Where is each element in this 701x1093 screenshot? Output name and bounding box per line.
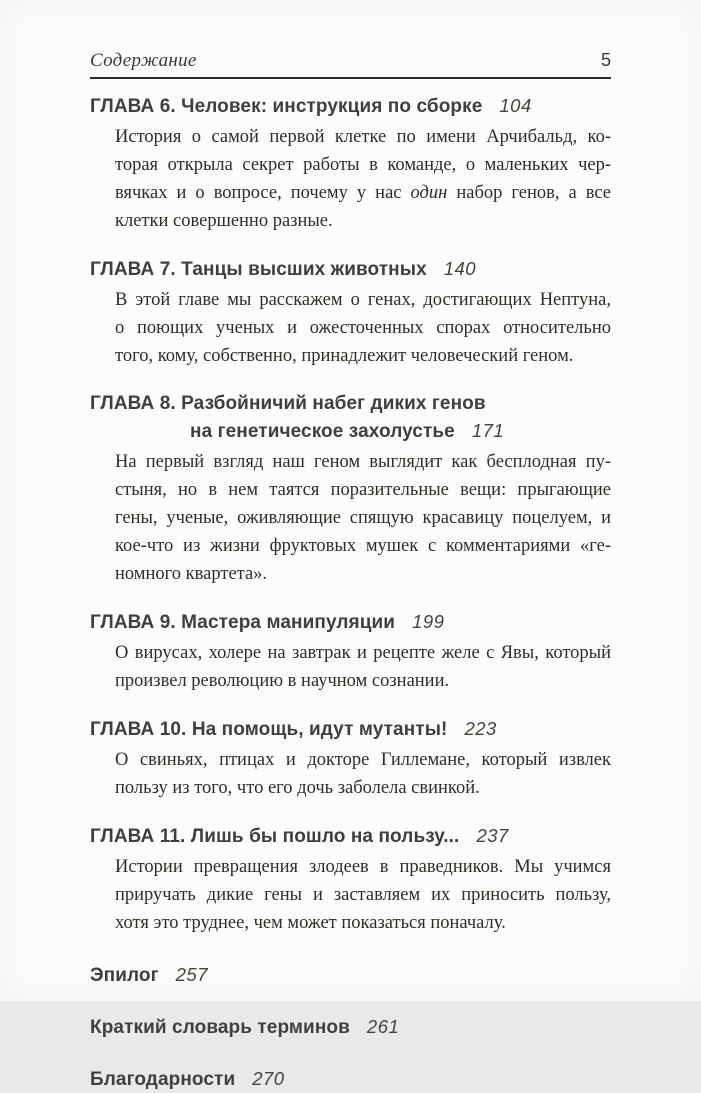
description-italic-word: один	[410, 183, 448, 203]
description-line: приручать дикие гены и заставляем их приносить пользу,	[115, 885, 611, 905]
toc-entry-acknowledgements	[90, 1065, 611, 1093]
chapter-8-title-line1: ГЛАВА 8. Разбойничий набег диких генов	[90, 393, 486, 414]
folio-page-number: 5	[600, 50, 611, 70]
chapter-9-title-text: ГЛАВА 9. Мастера манипуляции	[90, 612, 396, 633]
description-line: О вирусах, холере на завтрак и рецепте желе с Явы, который	[115, 643, 611, 663]
glossary-title-text: Краткий словарь терминов	[90, 1017, 350, 1038]
toc-entry-chapter-6	[90, 92, 611, 235]
chapter-10-title-text: ГЛАВА 10. На помощь, идут мутанты!	[90, 719, 448, 740]
toc-entry-epilogue	[90, 961, 611, 989]
chapter-9-page-number: 199	[412, 611, 445, 632]
description-line: гены, ученые, оживляющие спящую красавицу поцелуем, и	[115, 508, 611, 528]
table-of-contents	[90, 79, 611, 1093]
toc-entry-chapter-9	[90, 608, 611, 695]
chapter-8-title-line2	[190, 417, 611, 445]
chapter-11-description	[115, 853, 611, 937]
description-line: пользу из того, что его дочь заболела свинкой.	[115, 778, 480, 798]
acknowledgements-title	[90, 1065, 611, 1093]
description-line: клетки совершенно разные.	[115, 211, 333, 231]
chapter-7-page-number: 140	[443, 258, 477, 279]
toc-entry-chapter-8	[90, 390, 611, 588]
toc-entry-chapter-7	[90, 255, 611, 370]
chapter-8-description	[115, 448, 611, 588]
description-line: о поющих ученых и ожесточенных спорах относительно	[115, 318, 611, 338]
description-line: произвел революцию в научном сознании.	[115, 671, 450, 691]
chapter-10-description	[115, 746, 611, 802]
chapter-8-page-number: 171	[471, 420, 505, 441]
description-segment: вячках и о вопросе, почему у нас	[115, 183, 411, 203]
running-header	[90, 50, 611, 79]
chapter-9-title	[90, 608, 611, 636]
running-head-title: Содержание	[90, 50, 197, 71]
chapter-8-title	[90, 390, 611, 445]
epilogue-page-number: 257	[175, 964, 208, 985]
description-line: торая открыла секрет работы в команде, о маленьких чер-	[115, 155, 611, 175]
chapter-11-title-text: ГЛАВА 11. Лишь бы пошло на пользу...	[90, 826, 460, 847]
chapter-9-description	[115, 639, 611, 695]
description-line: номного квартета».	[115, 564, 268, 584]
chapter-6-title-text: ГЛАВА 6. Человек: инструкция по сборке	[90, 96, 483, 117]
acknowledgements-title-text: Благодарности	[90, 1069, 236, 1090]
description-line: История о самой первой клетке по имени Арчибальд, ко-	[115, 127, 611, 147]
chapter-7-description	[115, 286, 611, 370]
description-line: О свиньях, птицах и докторе Гиллемане, который извлек	[115, 750, 611, 770]
description-line: На первый взгляд наш геном выглядит как бесплодная пу-	[115, 452, 611, 472]
description-line: стыня, но в нем таятся поразительные вещи: прыгающие	[115, 480, 611, 500]
description-line: Истории превращения злодеев в праведников. Мы учимся	[115, 857, 611, 877]
chapter-10-page-number: 223	[464, 718, 497, 739]
description-segment: набор генов, а все	[447, 183, 611, 203]
chapter-10-title	[90, 715, 611, 743]
chapter-6-page-number: 104	[499, 95, 532, 116]
description-line: хотя это труднее, чем может показаться поначалу.	[115, 913, 506, 933]
chapter-11-page-number: 237	[476, 825, 509, 846]
description-line	[115, 179, 611, 207]
description-line: того, кому, собственно, принадлежит человеческий геном.	[115, 346, 574, 366]
toc-entry-glossary	[90, 1013, 611, 1041]
chapter-11-title	[90, 822, 611, 850]
chapter-7-title	[90, 255, 611, 283]
glossary-page-number: 261	[366, 1016, 400, 1037]
chapter-6-title	[90, 92, 611, 120]
description-line: В этой главе мы расскажем о генах, достигающих Нептуна,	[115, 290, 611, 310]
acknowledgements-page-number: 270	[252, 1068, 285, 1089]
chapter-6-description	[115, 123, 611, 235]
toc-entry-chapter-11	[90, 822, 611, 937]
toc-entry-chapter-10	[90, 715, 611, 802]
description-line: кое-что из жизни фруктовых мушек с комментариями «ге-	[115, 536, 611, 556]
glossary-title	[90, 1013, 611, 1041]
chapter-7-title-text: ГЛАВА 7. Танцы высших животных	[90, 259, 427, 280]
epilogue-title	[90, 961, 611, 989]
chapter-8-title-line2-text: на генетическое захолустье	[190, 421, 455, 442]
epilogue-title-text: Эпилог	[90, 965, 159, 986]
